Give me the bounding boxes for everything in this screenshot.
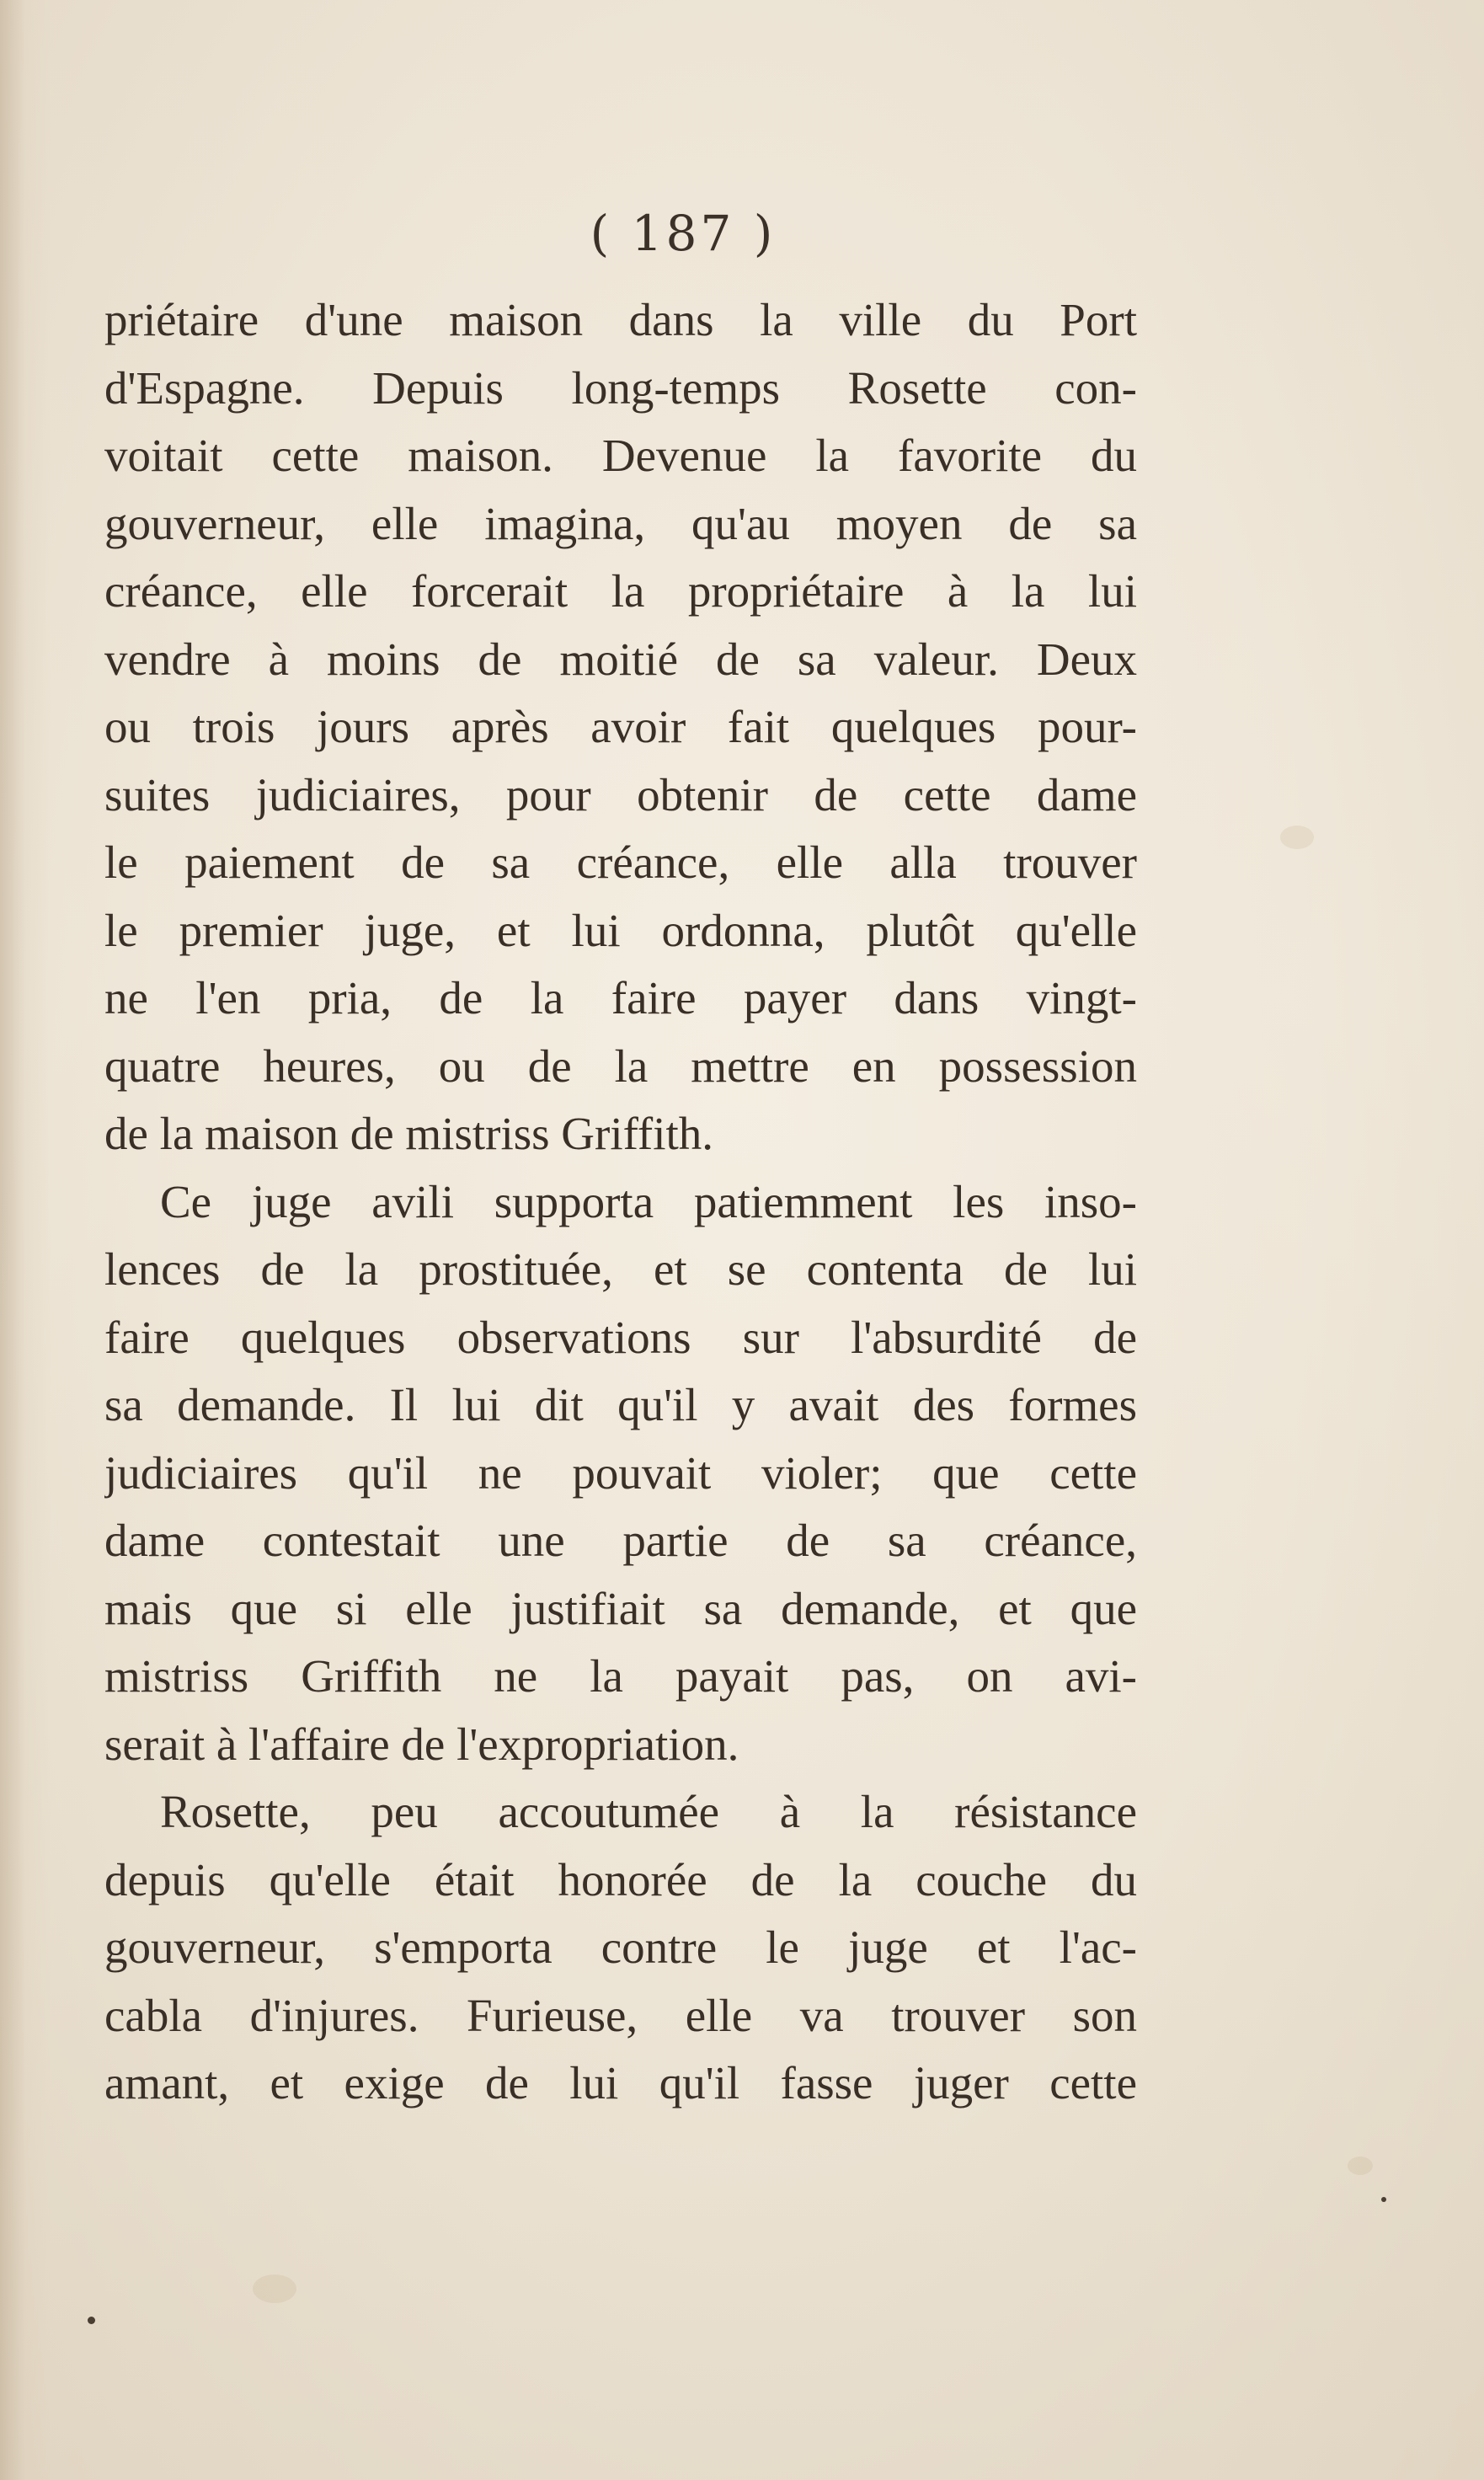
ink-speck bbox=[88, 2317, 95, 2324]
foxing-spot bbox=[1348, 2157, 1373, 2175]
text-line: lences de la prostituée, et se contenta de lui bbox=[104, 1243, 1137, 1295]
foxing-spot bbox=[1280, 826, 1314, 849]
text-line: judiciaires qu'il ne pouvait violer; que cette bbox=[104, 1446, 1137, 1499]
text-line: créance, elle forcerait la propriétaire à la lui bbox=[104, 565, 1137, 617]
text-block bbox=[104, 286, 1137, 2118]
text-line: serait à l'affaire de l'expropriation. bbox=[104, 1718, 739, 1770]
text-line: priétaire d'une maison dans la ville du Port bbox=[104, 294, 1137, 345]
text-line: vendre à moins de moitié de sa valeur. Deux bbox=[104, 633, 1137, 685]
text-line: amant, et exige de lui qu'il fasse juger cette bbox=[104, 2057, 1137, 2109]
text-line: mais que si elle justifiait sa demande, et que bbox=[104, 1582, 1137, 1634]
text-line: le premier juge, et lui ordonna, plutôt qu'elle bbox=[104, 904, 1137, 956]
text-line: ou trois jours après avoir fait quelques pour- bbox=[104, 701, 1137, 752]
text-line: mistriss Griffith ne la payait pas, on avi- bbox=[104, 1650, 1137, 1702]
text-line: ne l'en pria, de la faire payer dans vingt- bbox=[104, 972, 1137, 1024]
text-line: Ce juge avili supporta patiemment les inso- bbox=[160, 1175, 1137, 1227]
paragraph bbox=[104, 1168, 1137, 1779]
text-line: quatre heures, ou de la mettre en possession bbox=[104, 1040, 1137, 1092]
text-line: Rosette, peu accoutumée à la résistance bbox=[160, 1786, 1137, 1837]
ink-speck bbox=[1381, 2197, 1386, 2202]
page-number-text: ( 187 ) bbox=[590, 205, 777, 262]
paragraph bbox=[104, 1778, 1137, 2118]
text-line: le paiement de sa créance, elle alla trouver bbox=[104, 836, 1137, 888]
text-line: gouverneur, s'emporta contre le juge et l'ac- bbox=[104, 1921, 1137, 1973]
text-line: voitait cette maison. Devenue la favorite du bbox=[104, 430, 1137, 481]
paragraph bbox=[104, 286, 1137, 1168]
text-line: gouverneur, elle imagina, qu'au moyen de sa bbox=[104, 497, 1137, 549]
text-line: de la maison de mistriss Griffith. bbox=[104, 1108, 714, 1159]
text-line: sa demande. Il lui dit qu'il y avait des formes bbox=[104, 1379, 1137, 1430]
page-number bbox=[0, 205, 1484, 262]
text-line: d'Espagne. Depuis long-temps Rosette con- bbox=[104, 361, 1137, 414]
text-line: faire quelques observations sur l'absurdité de bbox=[104, 1311, 1137, 1363]
text-line: dame contestait une partie de sa créance, bbox=[104, 1515, 1137, 1566]
text-line: suites judiciaires, pour obtenir de cette dame bbox=[104, 768, 1137, 820]
text-line: depuis qu'elle était honorée de la couche du bbox=[104, 1853, 1137, 1905]
page-gutter-shadow bbox=[0, 0, 51, 2480]
text-line: cabla d'injures. Furieuse, elle va trouver son bbox=[104, 1989, 1137, 2041]
foxing-spot bbox=[253, 2274, 296, 2303]
